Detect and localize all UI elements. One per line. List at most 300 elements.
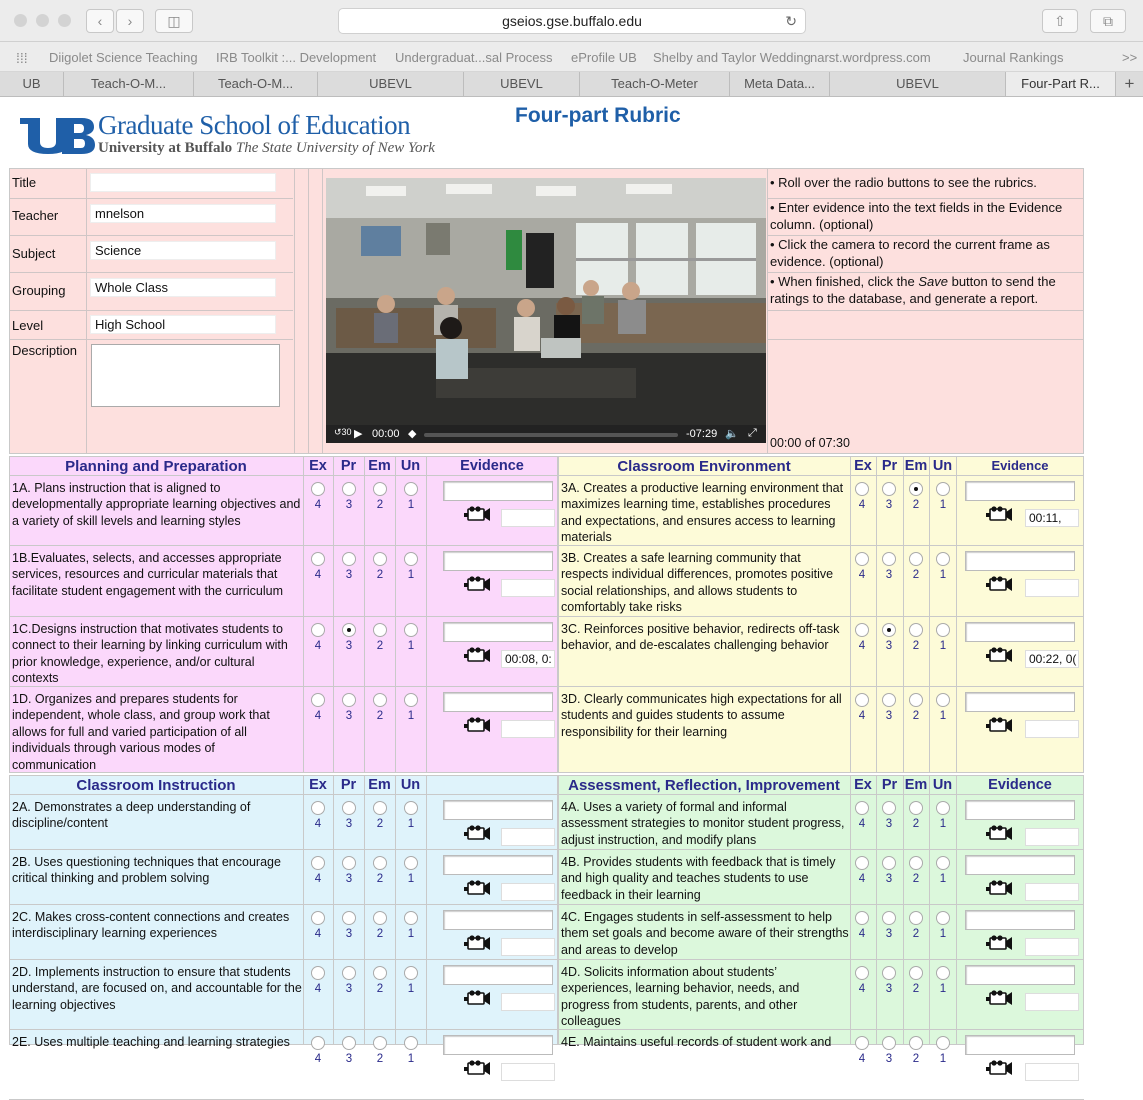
rating-value: 4 xyxy=(314,818,322,830)
evidence-time-input[interactable] xyxy=(501,828,555,846)
rating-value: 2 xyxy=(912,983,920,995)
rating-radio[interactable] xyxy=(855,552,869,566)
rating-radio[interactable] xyxy=(404,482,418,496)
evidence-time-input[interactable]: 00:22, 0( xyxy=(1025,650,1079,668)
divider xyxy=(558,616,1084,617)
rating-radio[interactable] xyxy=(373,552,387,566)
rating-value: 3 xyxy=(885,928,893,940)
rating-radio[interactable] xyxy=(882,911,896,925)
rating-value: 4 xyxy=(858,873,866,885)
rating-radio[interactable] xyxy=(882,552,896,566)
rating-value: 1 xyxy=(939,818,947,830)
rating-radio[interactable] xyxy=(909,911,923,925)
browser-tab[interactable]: Teach-O-M... xyxy=(194,72,318,96)
rating-value: 3 xyxy=(345,1053,353,1065)
rating-value: 2 xyxy=(376,569,384,581)
evidence-time-input[interactable] xyxy=(1025,720,1079,738)
evidence-textarea[interactable] xyxy=(443,1035,553,1055)
evidence-time-input[interactable] xyxy=(501,579,555,597)
rating-radio[interactable] xyxy=(342,693,356,707)
rating-radio[interactable] xyxy=(855,856,869,870)
camera-icon[interactable] xyxy=(463,647,491,663)
rating-header: Pr xyxy=(881,458,898,474)
rating-radio[interactable] xyxy=(909,482,923,496)
rating-value: 3 xyxy=(345,818,353,830)
rating-header: Un xyxy=(932,777,953,793)
rating-radio[interactable] xyxy=(342,1036,356,1050)
divider xyxy=(9,272,293,273)
instruction-save-word: Save xyxy=(918,274,948,289)
rating-radio[interactable] xyxy=(373,1036,387,1050)
divider xyxy=(876,775,877,1045)
replay-icon: ↺ xyxy=(334,427,342,437)
divider xyxy=(395,775,396,1045)
evidence-time-input[interactable] xyxy=(1025,828,1079,846)
rating-radio[interactable] xyxy=(342,482,356,496)
divider xyxy=(558,794,1084,795)
rating-radio[interactable] xyxy=(311,623,325,637)
evidence-header: Evidence xyxy=(460,458,524,474)
divider xyxy=(767,310,1084,311)
rating-radio[interactable] xyxy=(311,693,325,707)
evidence-time-input[interactable] xyxy=(501,938,555,956)
rating-value: 1 xyxy=(939,983,947,995)
camera-icon[interactable] xyxy=(985,935,1013,951)
camera-icon[interactable] xyxy=(463,506,491,522)
rating-radio[interactable] xyxy=(404,911,418,925)
rating-radio[interactable] xyxy=(404,1036,418,1050)
evidence-time-input[interactable] xyxy=(501,883,555,901)
criterion-text: 2E. Uses multiple teaching and learning strategies xyxy=(12,1035,290,1049)
web-page xyxy=(0,98,1143,1065)
rating-value: 2 xyxy=(912,569,920,581)
evidence-header: Evidence xyxy=(991,458,1049,473)
camera-icon[interactable] xyxy=(985,1060,1013,1076)
rating-value: 3 xyxy=(345,928,353,940)
rating-radio[interactable] xyxy=(373,693,387,707)
bookmark-item[interactable]: eProfile UB xyxy=(571,50,637,65)
rating-value: 4 xyxy=(314,983,322,995)
teacher-input[interactable]: mnelson xyxy=(90,204,276,223)
rating-radio[interactable] xyxy=(936,623,950,637)
rating-radio[interactable] xyxy=(311,801,325,815)
rating-radio[interactable] xyxy=(311,856,325,870)
evidence-time-input[interactable] xyxy=(1025,883,1079,901)
rating-radio[interactable] xyxy=(373,801,387,815)
divider xyxy=(364,456,365,773)
divider xyxy=(9,616,558,617)
rating-radio[interactable] xyxy=(909,1036,923,1050)
rating-radio[interactable] xyxy=(936,966,950,980)
rating-radio[interactable] xyxy=(936,552,950,566)
evidence-time-input[interactable] xyxy=(501,993,555,1011)
rating-radio[interactable] xyxy=(373,623,387,637)
browser-tab[interactable]: Teach-O-M... xyxy=(64,72,194,96)
divider xyxy=(9,794,558,795)
rating-value: 1 xyxy=(407,1053,415,1065)
evidence-time-input[interactable] xyxy=(501,720,555,738)
evidence-time-input[interactable] xyxy=(501,509,555,527)
criterion-text: 2C. Makes cross-content connections and creates interdisciplinary learning experiences xyxy=(12,910,290,941)
divider xyxy=(767,339,1084,340)
rating-radio[interactable] xyxy=(909,966,923,980)
divider xyxy=(558,772,1084,773)
rating-radio[interactable] xyxy=(404,623,418,637)
rating-value: 3 xyxy=(885,818,893,830)
divider xyxy=(303,775,304,1045)
rating-radio[interactable] xyxy=(342,856,356,870)
rating-radio[interactable] xyxy=(855,966,869,980)
rating-header: Pr xyxy=(340,777,357,793)
evidence-textarea[interactable] xyxy=(443,800,553,820)
rating-radio[interactable] xyxy=(311,1036,325,1050)
evidence-textarea[interactable] xyxy=(965,910,1075,930)
rating-value: 3 xyxy=(885,640,893,652)
rating-value: 1 xyxy=(407,873,415,885)
plus-icon: + xyxy=(1124,74,1135,93)
evidence-time-input[interactable]: 00:11, xyxy=(1025,509,1079,527)
rating-value: 2 xyxy=(912,818,920,830)
rating-value: 3 xyxy=(885,499,893,511)
bookmarks-overflow-button[interactable]: >> xyxy=(1122,50,1138,65)
rating-radio[interactable] xyxy=(404,693,418,707)
rating-radio[interactable] xyxy=(882,623,896,637)
camera-icon[interactable] xyxy=(985,506,1013,522)
rating-radio[interactable] xyxy=(882,482,896,496)
rating-radio[interactable] xyxy=(936,856,950,870)
rating-value: 4 xyxy=(314,499,322,511)
grid-icon[interactable]: ⁞⁞⁞ xyxy=(16,50,28,66)
play-icon: ▶ xyxy=(354,428,363,440)
rating-value: 2 xyxy=(376,983,384,995)
divider xyxy=(876,456,877,773)
divider xyxy=(322,168,323,454)
rating-value: 3 xyxy=(345,710,353,722)
rating-radio[interactable] xyxy=(404,552,418,566)
remaining-time: -07:29 xyxy=(686,428,718,440)
evidence-textarea[interactable] xyxy=(965,481,1075,501)
ub-logo-icon xyxy=(18,114,96,156)
rating-value: 1 xyxy=(407,710,415,722)
divider xyxy=(558,904,1084,905)
evidence-textarea[interactable] xyxy=(965,855,1075,875)
rating-radio[interactable] xyxy=(855,482,869,496)
criterion-text: 3D. Clearly communicates high expectations for all students and guides students to assume responsibility for their learning xyxy=(561,692,842,739)
rating-value: 3 xyxy=(345,569,353,581)
rating-header: Em xyxy=(904,458,928,474)
camera-icon[interactable] xyxy=(985,990,1013,1006)
criterion-text: 4C. Engages students in self-assessment to help them set goals and become aware of their strengths and areas to develop xyxy=(561,910,849,957)
rating-value: 1 xyxy=(939,1053,947,1065)
rating-header: Em xyxy=(368,777,391,793)
camera-icon[interactable] xyxy=(985,880,1013,896)
evidence-textarea[interactable] xyxy=(443,910,553,930)
divider xyxy=(9,545,558,546)
divider xyxy=(850,456,851,773)
bookmark-item[interactable]: Shelby and Taylor Wedding xyxy=(653,50,811,65)
bookmark-item[interactable]: narst.wordpress.com xyxy=(810,50,931,65)
divider xyxy=(767,235,1084,236)
divider xyxy=(9,959,558,960)
rating-value: 4 xyxy=(858,710,866,722)
rating-value: 4 xyxy=(858,640,866,652)
divider xyxy=(929,775,930,1045)
rating-value: 2 xyxy=(376,1053,384,1065)
rating-value: 2 xyxy=(376,640,384,652)
rating-radio[interactable] xyxy=(404,801,418,815)
browser-tab[interactable]: UBEVL xyxy=(318,72,464,96)
divider xyxy=(308,168,309,454)
camera-icon[interactable] xyxy=(463,1060,491,1076)
rating-radio[interactable] xyxy=(882,966,896,980)
evidence-time-input[interactable] xyxy=(1025,993,1079,1011)
divider xyxy=(426,775,427,1045)
tabs-icon: ⧉ xyxy=(1103,13,1113,29)
divider xyxy=(767,272,1084,273)
criterion-text: 4A. Uses a variety of formal and informal assessment strategies to monitor student progress, adjust instruction, and modify plans xyxy=(561,800,845,847)
criterion-text: 3C. Reinforces positive behavior, redirects off-task behavior, and de-escalates challenging behavior xyxy=(561,622,840,653)
instruction-text-part: • When finished, click the xyxy=(770,274,919,289)
criterion-text: 2B. Uses questioning techniques that encourage critical thinking and problem solving xyxy=(12,855,281,886)
rating-value: 4 xyxy=(314,640,322,652)
play-button[interactable] xyxy=(354,427,362,440)
evidence-textarea[interactable] xyxy=(443,551,553,571)
teacher-label: Teacher xyxy=(12,208,59,223)
rating-radio[interactable] xyxy=(909,693,923,707)
camera-icon[interactable] xyxy=(985,647,1013,663)
camera-icon[interactable] xyxy=(985,576,1013,592)
evidence-textarea[interactable] xyxy=(965,965,1075,985)
criterion-text: 1D. Organizes and prepares students for independent, whole class, and group work that allows for full and varied participation of all individuals through various modes of communication xyxy=(12,692,270,772)
rating-radio[interactable] xyxy=(882,801,896,815)
evidence-textarea[interactable] xyxy=(443,622,553,642)
divider xyxy=(9,904,558,905)
evidence-textarea[interactable] xyxy=(965,622,1075,642)
rating-radio[interactable] xyxy=(404,966,418,980)
evidence-header: Evidence xyxy=(988,777,1052,793)
grouping-label: Grouping xyxy=(12,283,66,298)
rating-value: 1 xyxy=(939,710,947,722)
divider xyxy=(558,959,1084,960)
fullscreen-icon[interactable]: ⤢ xyxy=(748,427,757,439)
bookmark-item[interactable]: Journal Rankings xyxy=(963,50,1064,65)
divider xyxy=(558,686,1084,687)
divider xyxy=(86,168,87,454)
page-title: Four-part Rubric xyxy=(515,104,681,127)
camera-icon[interactable] xyxy=(463,935,491,951)
camera-icon[interactable] xyxy=(463,990,491,1006)
camera-icon[interactable] xyxy=(463,576,491,592)
rating-value: 2 xyxy=(376,928,384,940)
divider xyxy=(9,849,558,850)
divider xyxy=(767,198,1084,199)
divider xyxy=(929,456,930,773)
browser-tab[interactable]: Meta Data... xyxy=(730,72,830,96)
browser-tab[interactable]: Teach-O-Meter xyxy=(580,72,730,96)
title-input[interactable] xyxy=(90,173,276,192)
criterion-text: 4D. Solicits information about students’ experiences, learning behavior, needs, and progress from students, parents, and other colleagues xyxy=(561,965,800,1029)
rating-radio[interactable] xyxy=(404,856,418,870)
evidence-textarea[interactable] xyxy=(965,1035,1075,1055)
skip-seconds: 30 xyxy=(341,427,352,437)
bookmark-item[interactable]: IRB Toolkit :... Development xyxy=(216,50,377,65)
camera-icon[interactable] xyxy=(463,880,491,896)
rating-radio[interactable] xyxy=(342,966,356,980)
rating-value: 1 xyxy=(407,983,415,995)
rating-value: 4 xyxy=(858,1053,866,1065)
rating-radio[interactable] xyxy=(342,801,356,815)
evidence-textarea[interactable] xyxy=(965,800,1075,820)
subject-input[interactable]: Science xyxy=(90,241,276,260)
description-label: Description xyxy=(12,343,78,358)
rating-radio[interactable] xyxy=(373,966,387,980)
rating-radio[interactable] xyxy=(311,911,325,925)
rating-value: 3 xyxy=(885,1053,893,1065)
rating-value: 1 xyxy=(939,499,947,511)
bookmark-item[interactable]: Diigolet Science Teaching xyxy=(49,50,198,65)
evidence-textarea[interactable] xyxy=(965,692,1075,712)
rating-value: 1 xyxy=(939,928,947,940)
rating-radio[interactable] xyxy=(373,482,387,496)
divider xyxy=(956,775,957,1045)
seek-bar[interactable] xyxy=(424,433,678,437)
divider xyxy=(9,339,293,340)
logo-state-university: The State University of New York xyxy=(235,140,435,156)
rating-radio[interactable] xyxy=(311,552,325,566)
instruction-text: • Click the camera to record the current frame as evidence. (optional) xyxy=(770,237,1050,269)
rating-radio[interactable] xyxy=(936,911,950,925)
title-label: Title xyxy=(12,175,37,190)
scrubber-handle-icon[interactable]: ◆ xyxy=(408,428,417,440)
rating-radio[interactable] xyxy=(936,693,950,707)
logo-subtitle xyxy=(98,140,435,157)
skip-back-button[interactable] xyxy=(334,427,352,438)
rating-value: 4 xyxy=(858,928,866,940)
rating-radio[interactable] xyxy=(342,911,356,925)
divider xyxy=(903,775,904,1045)
rating-radio[interactable] xyxy=(882,1036,896,1050)
rating-header: Un xyxy=(932,458,953,474)
evidence-time-input[interactable] xyxy=(1025,579,1079,597)
rating-radio[interactable] xyxy=(855,1036,869,1050)
rating-radio[interactable] xyxy=(909,552,923,566)
rating-radio[interactable] xyxy=(373,856,387,870)
rating-radio[interactable] xyxy=(855,801,869,815)
evidence-textarea[interactable] xyxy=(443,692,553,712)
chevron-left-icon: ‹ xyxy=(97,13,103,29)
camera-icon[interactable] xyxy=(463,717,491,733)
criterion-text: 3B. Creates a safe learning community that respects individual differences, promotes positive social relationships, and allows students to comfortably take risks xyxy=(561,551,834,615)
camera-icon[interactable] xyxy=(985,717,1013,733)
grouping-input[interactable]: Whole Class xyxy=(90,278,276,297)
rating-value: 3 xyxy=(345,983,353,995)
divider xyxy=(850,775,851,1045)
evidence-textarea[interactable] xyxy=(443,481,553,501)
divider xyxy=(364,775,365,1045)
rating-radio[interactable] xyxy=(342,623,356,637)
divider xyxy=(9,1029,558,1030)
divider xyxy=(9,310,293,311)
browser-tab[interactable]: UB xyxy=(0,72,64,96)
evidence-time-input[interactable] xyxy=(1025,1063,1079,1081)
level-input[interactable]: High School xyxy=(90,315,276,334)
rating-radio[interactable] xyxy=(342,552,356,566)
browser-tab-active[interactable]: Four-Part R... xyxy=(1006,72,1116,96)
evidence-textarea[interactable] xyxy=(443,855,553,875)
evidence-textarea[interactable] xyxy=(965,551,1075,571)
rating-header: Pr xyxy=(881,777,898,793)
criterion-text: 1B.Evaluates, selects, and accesses appropriate services, resources and curricular materials that facilitate student engagement with the curriculum xyxy=(12,551,283,598)
rating-value: 1 xyxy=(939,569,947,581)
chevron-right-icon: › xyxy=(127,13,133,29)
logo-university: University at Buffalo xyxy=(98,140,233,156)
rating-value: 2 xyxy=(376,710,384,722)
rating-radio[interactable] xyxy=(909,856,923,870)
bookmark-item[interactable]: Undergraduat...sal Process xyxy=(395,50,553,65)
browser-tab[interactable]: UBEVL xyxy=(830,72,1006,96)
camera-icon[interactable] xyxy=(985,825,1013,841)
evidence-time-input[interactable] xyxy=(501,1063,555,1081)
volume-icon[interactable]: 🔈 xyxy=(725,428,739,440)
rating-radio[interactable] xyxy=(855,693,869,707)
rating-value: 1 xyxy=(407,569,415,581)
rating-radio[interactable] xyxy=(855,623,869,637)
browser-tab[interactable]: UBEVL xyxy=(464,72,580,96)
rating-radio[interactable] xyxy=(936,801,950,815)
rating-header: Un xyxy=(400,777,421,793)
rating-value: 2 xyxy=(912,1053,920,1065)
rating-radio[interactable] xyxy=(311,482,325,496)
rating-value: 1 xyxy=(407,928,415,940)
rating-value: 3 xyxy=(345,640,353,652)
rating-radio[interactable] xyxy=(882,693,896,707)
rating-radio[interactable] xyxy=(936,1036,950,1050)
criterion-text: 1C.Designs instruction that motivates students to connect to their learning by linking curriculum with prior knowledge, experience, and/or cultural contexts xyxy=(12,622,288,686)
rating-value: 3 xyxy=(885,873,893,885)
rating-radio[interactable] xyxy=(373,911,387,925)
rating-value: 4 xyxy=(314,569,322,581)
rating-value: 2 xyxy=(912,640,920,652)
video-controls xyxy=(326,425,766,443)
rating-header: Em xyxy=(368,458,391,474)
video-status: 00:00 of 07:30 xyxy=(770,436,850,450)
classroom-video[interactable] xyxy=(326,178,766,443)
rating-header: Ex xyxy=(309,777,327,793)
rating-value: 4 xyxy=(858,499,866,511)
rating-header: Ex xyxy=(854,458,872,474)
rating-value: 3 xyxy=(885,569,893,581)
reload-icon[interactable]: ↻ xyxy=(785,13,797,29)
rating-value: 1 xyxy=(407,499,415,511)
evidence-time-input[interactable] xyxy=(1025,938,1079,956)
evidence-textarea[interactable] xyxy=(443,965,553,985)
rating-radio[interactable] xyxy=(855,911,869,925)
instruction-text xyxy=(770,274,1082,307)
sidebar-icon: ◫ xyxy=(167,13,181,29)
rating-value: 4 xyxy=(858,818,866,830)
rating-value: 2 xyxy=(912,873,920,885)
evidence-time-input[interactable]: 00:08, 0: xyxy=(501,650,555,668)
rating-radio[interactable] xyxy=(882,856,896,870)
rating-radio[interactable] xyxy=(909,623,923,637)
description-textarea[interactable] xyxy=(91,344,280,407)
camera-icon[interactable] xyxy=(463,825,491,841)
rating-radio[interactable] xyxy=(311,966,325,980)
divider xyxy=(903,456,904,773)
rating-radio[interactable] xyxy=(936,482,950,496)
rating-radio[interactable] xyxy=(909,801,923,815)
rating-value: 1 xyxy=(939,873,947,885)
